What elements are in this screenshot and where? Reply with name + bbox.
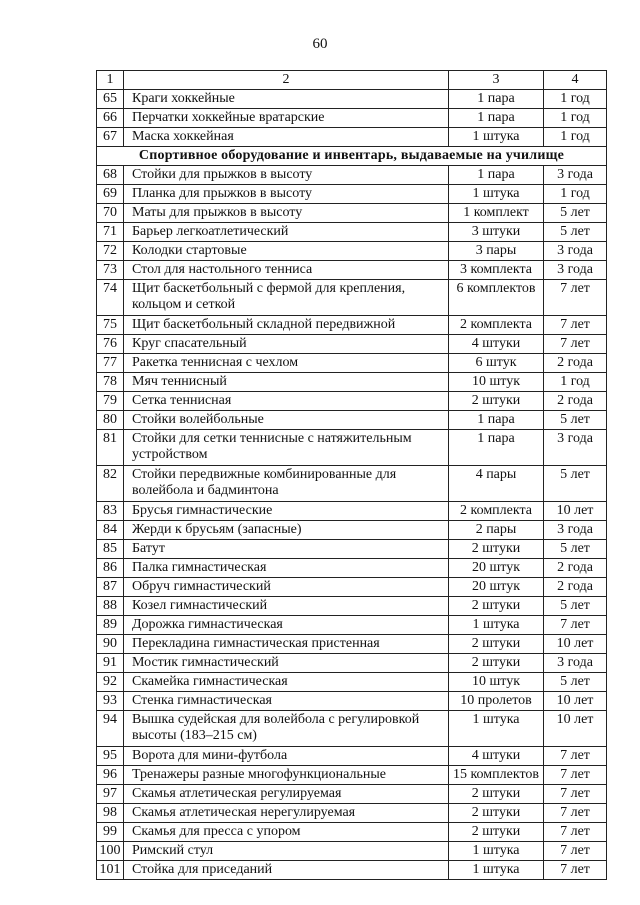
item-term: 1 год [544,109,607,128]
item-term: 7 лет [544,616,607,635]
item-term: 7 лет [544,316,607,335]
row-number: 82 [97,466,124,502]
header-cell-quantity: 3 [449,71,544,90]
table-row [97,411,607,430]
table-row [97,673,607,692]
row-number: 84 [97,521,124,540]
row-number: 80 [97,411,124,430]
item-name: Маты для прыжков в высоту [124,204,449,223]
item-term: 5 лет [544,223,607,242]
item-term: 7 лет [544,335,607,354]
row-number: 70 [97,204,124,223]
row-number: 83 [97,502,124,521]
table-row [97,430,607,466]
item-quantity: 2 штуки [449,654,544,673]
item-term: 10 лет [544,711,607,747]
item-quantity: 1 пара [449,166,544,185]
item-term: 5 лет [544,204,607,223]
row-number: 72 [97,242,124,261]
item-name: Тренажеры разные многофункциональные [124,766,449,785]
item-term: 5 лет [544,597,607,616]
table-row [97,616,607,635]
item-name: Колодки стартовые [124,242,449,261]
item-quantity: 1 пара [449,411,544,430]
item-term: 5 лет [544,466,607,502]
item-name: Стойки волейбольные [124,411,449,430]
item-name: Планка для прыжков в высоту [124,185,449,204]
item-term: 2 года [544,392,607,411]
item-quantity: 10 штук [449,673,544,692]
item-quantity: 4 штуки [449,747,544,766]
table-row [97,223,607,242]
item-term: 7 лет [544,861,607,880]
row-number: 73 [97,261,124,280]
item-quantity: 1 пара [449,430,544,466]
item-term: 10 лет [544,502,607,521]
table-row [97,654,607,673]
item-term: 3 года [544,242,607,261]
item-quantity: 2 штуки [449,597,544,616]
item-quantity: 10 штук [449,373,544,392]
row-number: 96 [97,766,124,785]
item-quantity: 2 штуки [449,392,544,411]
row-number: 98 [97,804,124,823]
item-quantity: 10 пролетов [449,692,544,711]
item-term: 2 года [544,559,607,578]
row-number: 67 [97,128,124,147]
table-body [97,71,607,880]
table-row [97,502,607,521]
row-number: 77 [97,354,124,373]
table-row [97,635,607,654]
item-name: Мяч теннисный [124,373,449,392]
table-row [97,261,607,280]
table-row [97,861,607,880]
table-row [97,747,607,766]
row-number: 81 [97,430,124,466]
item-name: Стойки передвижные комбинированные для волейбола и бадминтона [124,466,449,502]
table-row [97,823,607,842]
row-number: 99 [97,823,124,842]
item-term: 7 лет [544,280,607,316]
header-cell-name: 2 [124,71,449,90]
row-number: 71 [97,223,124,242]
item-name: Стенка гимнастическая [124,692,449,711]
table-row [97,785,607,804]
table-row [97,373,607,392]
table-row [97,109,607,128]
item-name: Перекладина гимнастическая пристенная [124,635,449,654]
item-name: Краги хоккейные [124,90,449,109]
table-row [97,128,607,147]
section-title: Спортивное оборудование и инвентарь, выдаваемые на училище [97,147,607,166]
table-row [97,804,607,823]
item-quantity: 2 штуки [449,823,544,842]
item-quantity: 1 штука [449,711,544,747]
row-number: 75 [97,316,124,335]
table-row [97,711,607,747]
table-row [97,766,607,785]
item-term: 3 года [544,166,607,185]
item-name: Стойка для приседаний [124,861,449,880]
equipment-table [96,70,607,880]
row-number: 94 [97,711,124,747]
item-name: Стойки для сетки теннисные с натяжительным устройством [124,430,449,466]
item-quantity: 2 пары [449,521,544,540]
item-name: Батут [124,540,449,559]
item-quantity: 15 комплектов [449,766,544,785]
item-quantity: 1 штука [449,842,544,861]
table-row [97,335,607,354]
item-quantity: 1 комплект [449,204,544,223]
row-number: 97 [97,785,124,804]
table-row [97,280,607,316]
item-term: 1 год [544,128,607,147]
header-cell-number: 1 [97,71,124,90]
item-quantity: 3 комплекта [449,261,544,280]
item-term: 3 года [544,430,607,466]
item-name: Перчатки хоккейные вратарские [124,109,449,128]
item-name: Брусья гимнастические [124,502,449,521]
item-quantity: 2 штуки [449,635,544,654]
item-term: 7 лет [544,747,607,766]
item-term: 7 лет [544,785,607,804]
section-row [97,147,607,166]
row-number: 78 [97,373,124,392]
row-number: 85 [97,540,124,559]
item-name: Скамейка гимнастическая [124,673,449,692]
item-name: Мостик гимнастический [124,654,449,673]
table-row [97,354,607,373]
table-row [97,316,607,335]
table-row [97,540,607,559]
item-term: 1 год [544,90,607,109]
item-name: Сетка теннисная [124,392,449,411]
table-row [97,842,607,861]
table-row [97,559,607,578]
table-row [97,521,607,540]
page-number: 60 [312,36,328,52]
row-number: 76 [97,335,124,354]
item-quantity: 1 пара [449,109,544,128]
row-number: 88 [97,597,124,616]
table-row [97,185,607,204]
item-quantity: 2 комплекта [449,316,544,335]
row-number: 91 [97,654,124,673]
item-name: Стойки для прыжков в высоту [124,166,449,185]
item-term: 10 лет [544,692,607,711]
row-number: 93 [97,692,124,711]
item-name: Скамья атлетическая регулируемая [124,785,449,804]
table-row [97,242,607,261]
item-name: Стол для настольного тенниса [124,261,449,280]
row-number: 79 [97,392,124,411]
item-name: Круг спасательный [124,335,449,354]
item-quantity: 3 пары [449,242,544,261]
item-quantity: 20 штук [449,559,544,578]
row-number: 90 [97,635,124,654]
item-quantity: 1 штука [449,128,544,147]
table-header-row [97,71,607,90]
item-name: Обруч гимнастический [124,578,449,597]
row-number: 101 [97,861,124,880]
item-name: Скамья для пресса с упором [124,823,449,842]
item-term: 1 год [544,185,607,204]
item-term: 5 лет [544,540,607,559]
item-term: 7 лет [544,842,607,861]
item-term: 3 года [544,654,607,673]
item-quantity: 2 штуки [449,540,544,559]
item-term: 1 год [544,373,607,392]
item-quantity: 1 штука [449,616,544,635]
row-number: 74 [97,280,124,316]
item-quantity: 2 штуки [449,804,544,823]
item-quantity: 4 пары [449,466,544,502]
item-name: Маска хоккейная [124,128,449,147]
item-name: Ракетка теннисная с чехлом [124,354,449,373]
header-cell-term: 4 [544,71,607,90]
item-term: 2 года [544,354,607,373]
table-row [97,204,607,223]
row-number: 100 [97,842,124,861]
row-number: 68 [97,166,124,185]
row-number: 86 [97,559,124,578]
item-quantity: 20 штук [449,578,544,597]
item-quantity: 1 штука [449,185,544,204]
row-number: 95 [97,747,124,766]
table-row [97,90,607,109]
item-name: Козел гимнастический [124,597,449,616]
item-name: Барьер легкоатлетический [124,223,449,242]
item-term: 5 лет [544,411,607,430]
table-row [97,166,607,185]
item-name: Вышка судейская для волейбола с регулировкой высоты (183–215 см) [124,711,449,747]
item-name: Скамья атлетическая нерегулируемая [124,804,449,823]
item-term: 3 года [544,521,607,540]
table-row [97,466,607,502]
item-quantity: 1 штука [449,861,544,880]
item-name: Жерди к брусьям (запасные) [124,521,449,540]
row-number: 65 [97,90,124,109]
table-row [97,392,607,411]
item-term: 3 года [544,261,607,280]
item-name: Щит баскетбольный складной передвижной [124,316,449,335]
item-term: 7 лет [544,804,607,823]
item-quantity: 1 пара [449,90,544,109]
item-name: Дорожка гимнастическая [124,616,449,635]
item-term: 7 лет [544,766,607,785]
item-name: Римский стул [124,842,449,861]
item-quantity: 6 комплектов [449,280,544,316]
item-quantity: 2 комплекта [449,502,544,521]
item-quantity: 4 штуки [449,335,544,354]
row-number: 89 [97,616,124,635]
item-quantity: 2 штуки [449,785,544,804]
item-quantity: 3 штуки [449,223,544,242]
item-term: 2 года [544,578,607,597]
item-name: Щит баскетбольный с фермой для крепления, кольцом и сеткой [124,280,449,316]
item-name: Палка гимнастическая [124,559,449,578]
item-quantity: 6 штук [449,354,544,373]
row-number: 87 [97,578,124,597]
item-term: 10 лет [544,635,607,654]
table-row [97,597,607,616]
item-term: 5 лет [544,673,607,692]
row-number: 66 [97,109,124,128]
row-number: 69 [97,185,124,204]
row-number: 92 [97,673,124,692]
item-name: Ворота для мини-футбола [124,747,449,766]
item-term: 7 лет [544,823,607,842]
table-row [97,692,607,711]
table-row [97,578,607,597]
